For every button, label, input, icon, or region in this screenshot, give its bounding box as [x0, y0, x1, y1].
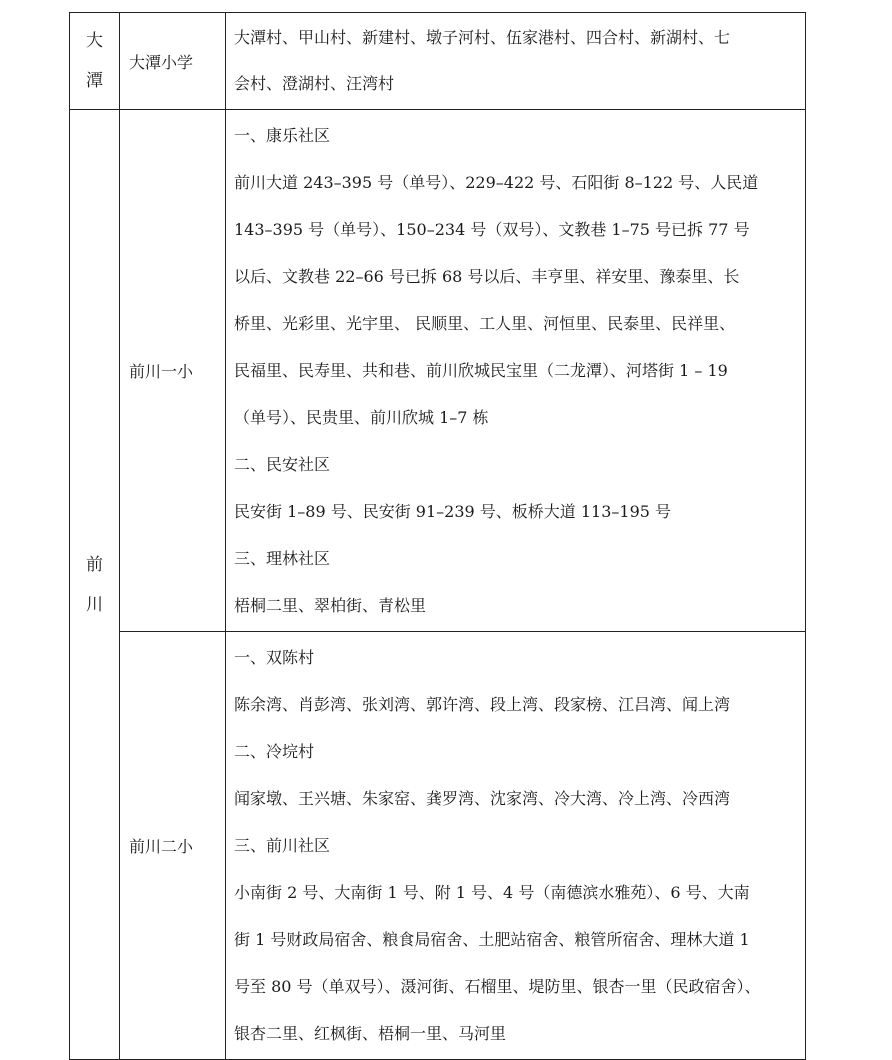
- area-line: 闻家墩、王兴塘、朱家窑、龚罗湾、沈家湾、冷大湾、冷上湾、冷西湾: [234, 789, 731, 808]
- area-line: 前川大道 243–395 号（单号）、229–422 号、石阳街 8–122 号、人民道: [234, 173, 759, 192]
- zone-area-cell: [226, 13, 806, 110]
- area-line: 梧桐二里、翠柏街、青松里: [234, 596, 427, 615]
- zone-area-cell: [226, 632, 806, 1060]
- area-heading: 二、民安社区: [234, 455, 331, 474]
- area-line: 会村、澄湖村、汪湾村: [234, 74, 395, 93]
- town-char: 川: [86, 594, 103, 615]
- school-name: 大潭小学: [120, 13, 226, 110]
- table-row: [70, 13, 806, 110]
- area-line: 号至 80 号（单双号）、滠河街、石榴里、堤防里、银杏一里（民政宿舍）、: [234, 977, 761, 996]
- area-line: 大潭村、甲山村、新建村、墩子河村、伍家港村、四合村、新湖村、七: [234, 28, 731, 47]
- town-char: 潭: [86, 71, 103, 91]
- area-line: （单号）、民贵里、前川欣城 1–7 栋: [234, 408, 489, 427]
- area-line: 桥里、光彩里、光宇里、 民顺里、工人里、河恒里、民泰里、民祥里、: [234, 314, 736, 333]
- town-cell-qianchuan: [70, 110, 120, 1060]
- table-row: [70, 110, 806, 632]
- area-heading: 二、冷垸村: [234, 742, 315, 761]
- town-cell-datan: [70, 13, 120, 110]
- area-line: 陈余湾、肖彭湾、张刘湾、郭许湾、段上湾、段家榜、江吕湾、闻上湾: [234, 695, 731, 714]
- area-line: 街 1 号财政局宿舍、粮食局宿舍、土肥站宿舍、粮管所宿舍、理林大道 1: [234, 930, 750, 949]
- school-zone-table: [69, 12, 806, 1060]
- area-line: 民安街 1–89 号、民安街 91–239 号、板桥大道 113–195 号: [234, 502, 672, 521]
- area-line: 银杏二里、红枫街、梧桐一里、马河里: [234, 1024, 507, 1043]
- area-heading: 一、双陈村: [234, 648, 315, 667]
- area-line: 民福里、民寿里、共和巷、前川欣城民宝里（二龙潭）、河塔街 1 – 19: [234, 361, 728, 380]
- area-line: 小南街 2 号、大南街 1 号、附 1 号、4 号（南德滨水雅苑）、6 号、大南: [234, 883, 750, 902]
- area-heading: 三、前川社区: [234, 836, 331, 855]
- zone-area-cell: [226, 110, 806, 632]
- town-char: 大: [86, 31, 103, 51]
- town-char: 前: [86, 554, 103, 575]
- table-row: [70, 632, 806, 1060]
- school-name: 前川一小: [120, 110, 226, 632]
- area-heading: 一、康乐社区: [234, 126, 331, 145]
- area-heading: 三、理林社区: [234, 549, 331, 568]
- school-name: 前川二小: [120, 632, 226, 1060]
- area-line: 以后、文教巷 22–66 号已拆 68 号以后、丰亨里、祥安里、豫泰里、长: [234, 267, 740, 286]
- area-line: 143–395 号（单号）、150–234 号（双号）、文教巷 1–75 号已拆 77 号: [234, 220, 750, 239]
